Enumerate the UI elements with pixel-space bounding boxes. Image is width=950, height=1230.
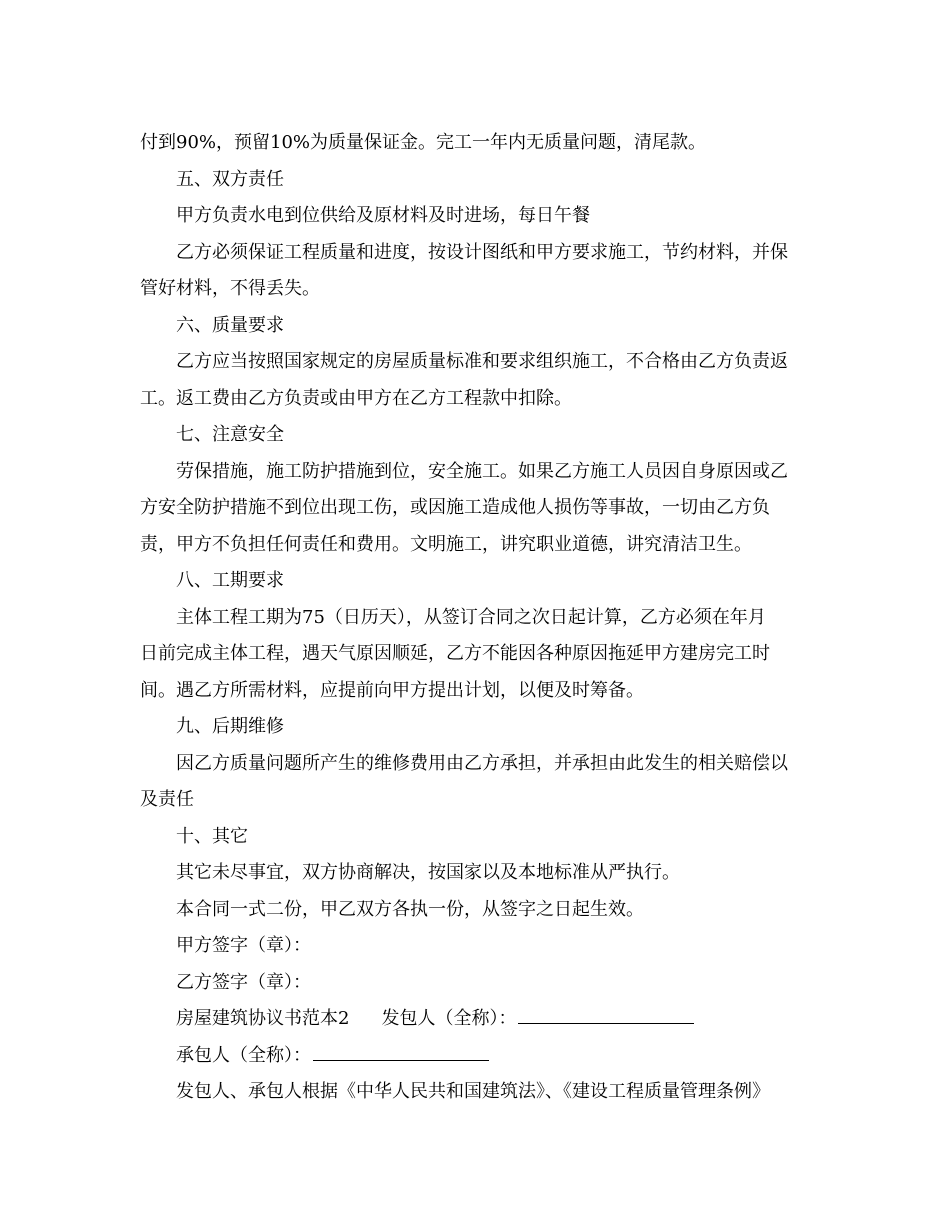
sample-title: 房屋建筑协议书范本2 xyxy=(176,1008,350,1029)
section-heading: 七、注意安全 xyxy=(176,424,284,445)
paragraph-line: 责，甲方不负担任何责任和费用。文明施工，讲究职业道德，讲究清洁卫生。 xyxy=(140,533,752,555)
paragraph-line: 日前完成主体工程，遇天气原因顺延，乙方不能因各种原因拖延甲方建房完工时 xyxy=(140,643,770,664)
party-a-signature-line: 甲方签字（章）： xyxy=(176,935,311,956)
section-heading: 十、其它 xyxy=(176,825,248,847)
paragraph-line: 甲方负责水电到位供给及原材料及时进场，每日午餐 xyxy=(176,205,590,226)
paragraph-line: 本合同一式二份，甲乙双方各执一份，从签字之日起生效。 xyxy=(176,898,644,920)
section-heading: 九、后期维修 xyxy=(176,716,284,737)
paragraph-line: 工。返工费由乙方负责或由甲方在乙方工程款中扣除。 xyxy=(140,387,572,409)
paragraph-line: 管好材料，不得丢失。 xyxy=(140,278,320,299)
paragraph-line: 主体工程工期为75（日历天），从签订合同之次日起计算，乙方必须在年月 xyxy=(176,606,766,628)
section-heading: 六、质量要求 xyxy=(176,314,284,336)
issuer-label: 发包人（全称）： xyxy=(381,1008,517,1029)
issuer-name-blank xyxy=(518,1005,694,1024)
paragraph-line: 劳保措施，施工防护措施到位，安全施工。如果乙方施工人员因自身原因或乙 xyxy=(176,460,788,482)
paragraph-line: 其它未尽事宜，双方协商解决，按国家以及本地标准从严执行。 xyxy=(176,862,680,883)
paragraph-line: 及责任 xyxy=(140,789,194,810)
sample-title-line xyxy=(140,1001,820,1038)
contractor-label: 承包人（全称）： xyxy=(176,1044,311,1066)
paragraph-line: 发包人、承包人根据《中华人民共和国建筑法》、《建设工程质量管理条例》 xyxy=(176,1081,770,1102)
paragraph-line: 因乙方质量问题所产生的维修费用由乙方承担，并承担由此发生的相关赔偿以 xyxy=(176,752,788,774)
section-heading: 八、工期要求 xyxy=(176,570,284,591)
paragraph-line: 乙方应当按照国家规定的房屋质量标准和要求组织施工，不合格由乙方负责返 xyxy=(176,351,788,372)
contractor-name-blank xyxy=(313,1042,489,1061)
paragraph-line: 间。遇乙方所需材料，应提前向甲方提出计划，以便及时筹备。 xyxy=(140,679,644,701)
document-body xyxy=(140,125,820,1111)
paragraph-line: 付到90%，预留10%为质量保证金。完工一年内无质量问题，清尾款。 xyxy=(140,132,707,153)
party-b-signature-line: 乙方签字（章）： xyxy=(176,971,311,993)
paragraph-line: 方安全防护措施不到位出现工伤，或因施工造成他人损伤等事故，一切由乙方负 xyxy=(140,497,770,518)
contractor-line xyxy=(140,1038,820,1075)
section-heading: 五、双方责任 xyxy=(176,168,284,190)
paragraph-line: 乙方必须保证工程质量和进度，按设计图纸和甲方要求施工，节约材料，并保 xyxy=(176,241,788,263)
